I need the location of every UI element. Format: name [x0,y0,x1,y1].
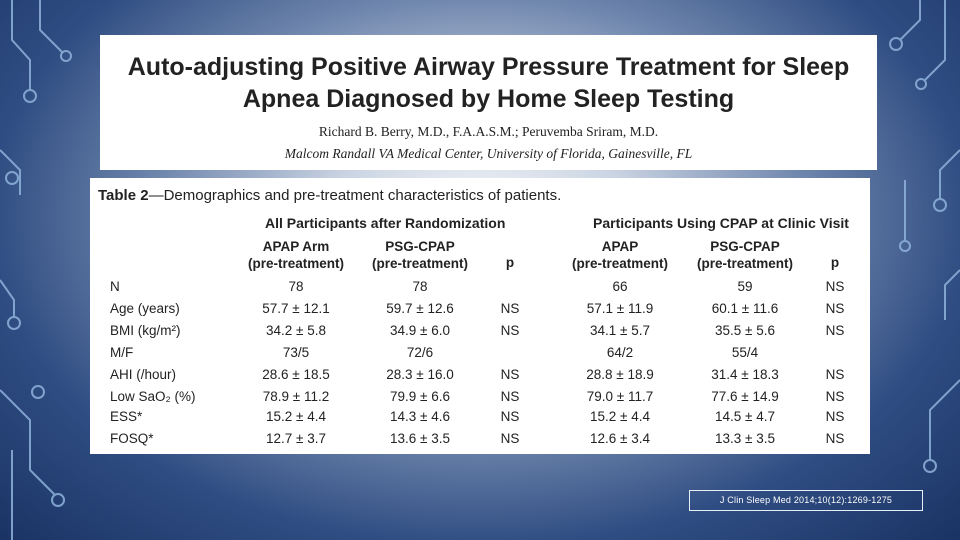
cell: 78.9 ± 11.2 [262,389,330,404]
table-caption-number: Table 2 [98,187,149,204]
column-header-line: APAP Arm [262,239,330,254]
cell: 55/4 [731,345,759,360]
cell: 77.6 ± 14.9 [711,389,779,404]
column-header-line: PSG-CPAP [710,239,780,254]
column-header-apap [555,238,685,272]
row-label: FOSQ* [110,431,154,446]
cell: 34.9 ± 6.0 [390,323,450,338]
cell: NS [825,431,845,446]
table-row-ahi [90,365,870,387]
cell: 78 [288,279,304,294]
column-header-p-1: p [505,255,515,270]
cell: NS [500,431,520,446]
row-label: Age (years) [110,301,180,316]
cell: NS [825,323,845,338]
table-row-bmi [90,321,870,343]
cell: 31.4 ± 18.3 [711,367,779,382]
cell: NS [825,279,845,294]
group-header-cpap-participants: Participants Using CPAP at Clinic Visit [593,215,849,231]
paper-title-line-2: Apnea Diagnosed by Home Sleep Testing [242,85,735,113]
row-label: BMI (kg/m²) [110,323,181,338]
cell: NS [500,367,520,382]
column-header-line: (pre-treatment) [696,256,793,271]
paper-affiliation: Malcom Randall VA Medical Center, University of Florida, Gainesville, FL [284,146,693,161]
row-label: M/F [110,345,134,360]
column-header-line: PSG-CPAP [385,239,455,254]
cell: 28.3 ± 16.0 [386,367,454,382]
cell: 59.7 ± 12.6 [386,301,454,316]
row-label: ESS* [110,409,143,424]
table-row-fosq [90,429,870,451]
cell: 57.7 ± 12.1 [262,301,330,316]
cell: 13.3 ± 3.5 [715,431,775,446]
column-header-psg-cpap-clinic [680,238,810,272]
cell: NS [825,301,845,316]
paper-header-panel [100,35,877,170]
table-row-sex [90,343,870,365]
cell: 13.6 ± 3.5 [390,431,450,446]
cell: 34.2 ± 5.8 [266,323,326,338]
table-row-age [90,299,870,321]
column-header-psg-cpap [355,238,485,272]
cell: 79.9 ± 6.6 [390,389,450,404]
cell: 72/6 [406,345,434,360]
cell: 73/5 [282,345,310,360]
table-row-low-sao2 [90,387,870,409]
cell: 14.5 ± 4.7 [715,409,775,424]
cell: NS [500,301,520,316]
table-row-n [90,277,870,299]
table-row-ess [90,407,870,429]
row-label: AHI (/hour) [110,367,177,382]
row-label: Low SaO₂ (%) [110,389,196,404]
table-panel [90,178,870,454]
cell: 28.6 ± 18.5 [262,367,330,382]
cell: 79.0 ± 11.7 [586,389,654,404]
cell: 12.7 ± 3.7 [266,431,326,446]
cell: 14.3 ± 4.6 [390,409,450,424]
cell: 60.1 ± 11.6 [711,301,779,316]
cell: NS [825,367,845,382]
cell: 78 [412,279,428,294]
table-caption [98,187,561,204]
row-label: N [110,279,120,294]
cell: 15.2 ± 4.4 [266,409,326,424]
paper-title-line-1: Auto-adjusting Positive Airway Pressure Treatment for Sleep [127,53,850,81]
cell: 28.8 ± 18.9 [586,367,654,382]
cell: NS [500,389,520,404]
cell: 15.2 ± 4.4 [590,409,650,424]
citation-box: J Clin Sleep Med 2014;10(12):1269-1275 [689,490,923,511]
cell: 12.6 ± 3.4 [590,431,650,446]
cell: NS [500,409,520,424]
column-header-line: (pre-treatment) [247,256,344,271]
cell: NS [825,389,845,404]
paper-authors: Richard B. Berry, M.D., F.A.A.S.M.; Peruvemba Sriram, M.D. [318,124,659,139]
cell: 35.5 ± 5.6 [715,323,775,338]
table-caption-text: —Demographics and pre-treatment characteristics of patients. [148,187,562,204]
cell: 66 [612,279,628,294]
cell: 57.1 ± 11.9 [586,301,654,316]
column-header-p-2: p [830,255,840,270]
cell: 59 [737,279,753,294]
column-header-line: (pre-treatment) [371,256,468,271]
column-header-apap-arm [231,238,361,272]
cell: NS [500,323,520,338]
column-header-line: (pre-treatment) [571,256,668,271]
group-header-all-participants: All Participants after Randomization [265,215,506,231]
paper-title [100,51,877,115]
cell: NS [825,409,845,424]
column-header-line: APAP [601,239,639,254]
cell: 34.1 ± 5.7 [590,323,650,338]
cell: 64/2 [606,345,634,360]
